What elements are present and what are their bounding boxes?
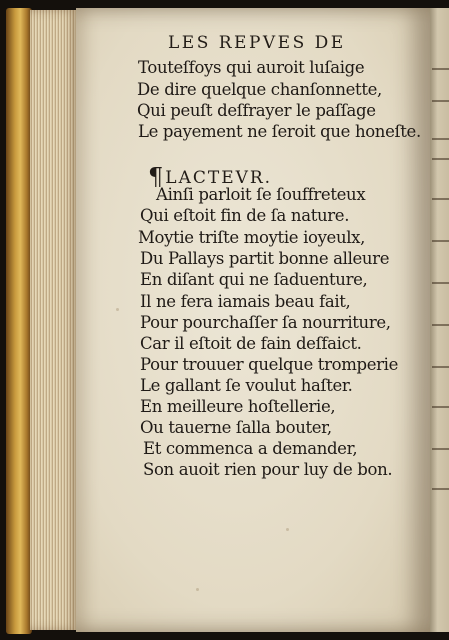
verse-line: Son auoit rien pour luy de bon. <box>143 460 393 479</box>
facing-page-ink <box>432 448 449 450</box>
facing-page-ink <box>432 406 449 408</box>
verse-line: Du Pallays partit bonne alleure <box>140 249 390 268</box>
facing-page-ink <box>432 324 449 326</box>
facing-page-ink <box>432 158 449 160</box>
facing-page-edge <box>430 8 449 632</box>
facing-page-ink <box>432 282 449 284</box>
facing-page-ink <box>432 198 449 200</box>
verse-line: En meilleure hoſtellerie, <box>140 397 336 416</box>
book-spine-gilt-edge <box>6 8 32 634</box>
verse-line: Et commenca a demander, <box>143 439 358 458</box>
verse-line: Le gallant ſe voulut haſter. <box>140 376 353 395</box>
verse-line: Le payement ne ſeroit que honeſte. <box>138 122 421 141</box>
verse-line: Touteſfoys qui auroit luſaige <box>138 58 365 77</box>
verse-line: Il ne fera iamais beau fait, <box>140 292 351 311</box>
facing-page-ink <box>432 138 449 140</box>
verse-line: Qui peuſt deſfrayer le paſſage <box>137 101 376 120</box>
paper-speckle <box>116 308 119 311</box>
facing-page-ink <box>432 100 449 102</box>
verse-line: Ainſi parloit ſe ſouffreteux <box>156 185 366 204</box>
paper-speckle <box>196 588 199 591</box>
verse-line: De dire quelque chanſonnette, <box>137 80 382 99</box>
heading-text: LACTEVR. <box>165 168 273 188</box>
verse-line: Pour pourchaſſer ſa nourriture, <box>140 313 391 332</box>
page-fore-edge <box>30 10 78 630</box>
verse-line: Ou tauerne ſalla bouter, <box>140 418 332 437</box>
verse-line: Pour trouuer quelque tromperie <box>140 355 399 374</box>
facing-page-ink <box>432 68 449 70</box>
pilcrow-mark: ¶ <box>148 163 164 191</box>
running-head: LES REPVES DE <box>168 33 346 53</box>
paper-speckle <box>286 528 289 531</box>
verse-line: Qui eſtoit fin de ſa nature. <box>140 206 350 225</box>
facing-page-ink <box>432 488 449 490</box>
verse-line: En diſant qui ne ſaduenture, <box>140 270 368 289</box>
verse-line: Moytie triſte moytie ioyeulx, <box>138 228 366 247</box>
facing-page-ink <box>432 240 449 242</box>
verse-line: Car il eſtoit de fain deſfaict. <box>140 334 362 353</box>
facing-page-ink <box>432 366 449 368</box>
